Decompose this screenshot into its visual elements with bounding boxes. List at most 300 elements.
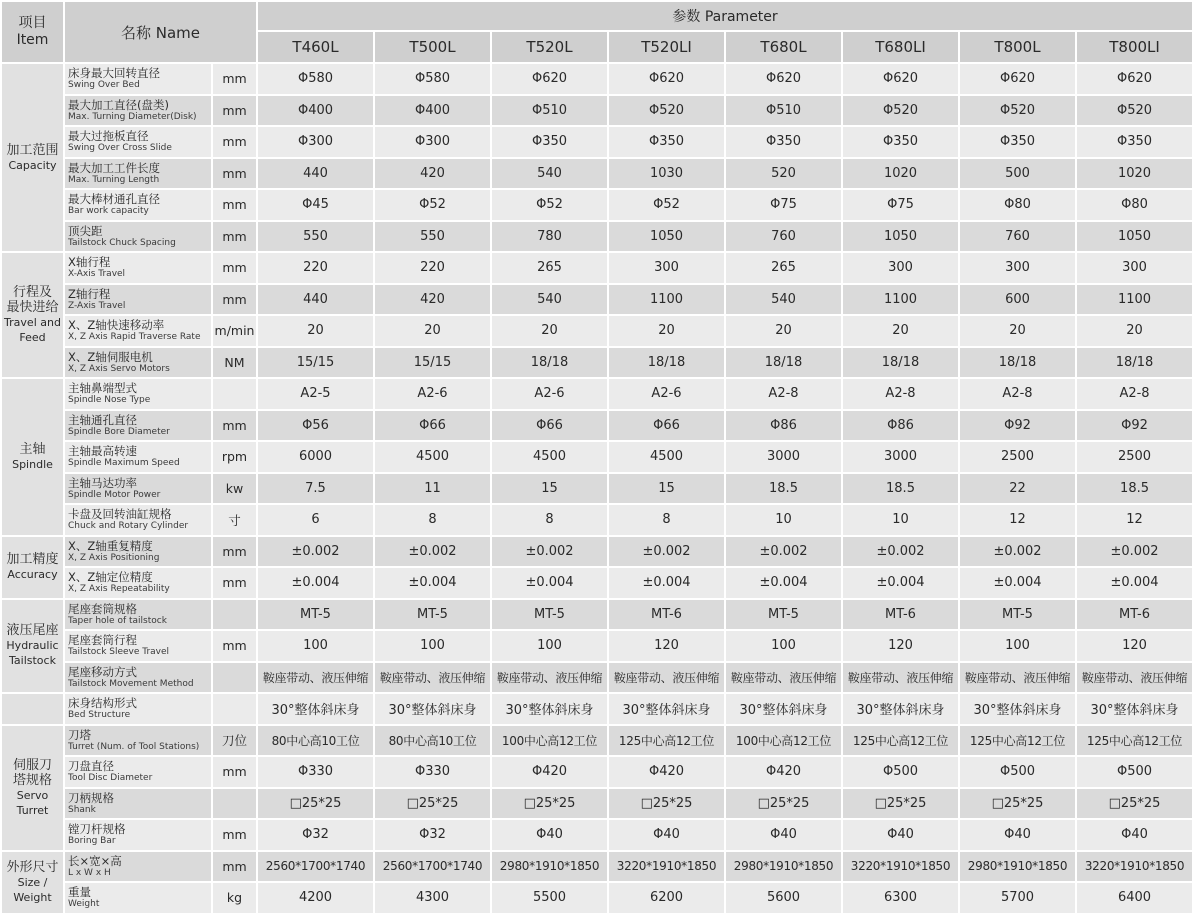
spec-value: 100中心高12工位	[491, 725, 608, 757]
spec-name	[64, 441, 212, 473]
spec-unit: mm	[212, 221, 257, 253]
spec-value: 1020	[842, 158, 959, 190]
spec-row	[1, 756, 1192, 788]
spec-name	[64, 662, 212, 694]
spec-value: 760	[959, 221, 1076, 253]
spec-value: Φ350	[1076, 126, 1192, 158]
spec-name-en: Turret (Num. of Tool Stations)	[68, 741, 200, 752]
spec-value: MT-6	[1076, 599, 1192, 631]
spec-value: Φ52	[608, 189, 725, 221]
spec-value: 20	[1076, 315, 1192, 347]
spec-value: 550	[257, 221, 374, 253]
spec-name	[64, 504, 212, 536]
spec-row	[1, 567, 1192, 599]
spec-value: □25*25	[257, 788, 374, 820]
spec-value: 100	[491, 630, 608, 662]
spec-name-en: Spindle Nose Type	[68, 395, 151, 406]
spec-value: ±0.002	[1076, 536, 1192, 568]
spec-value: Φ330	[374, 756, 491, 788]
spec-name-cn: Z轴行程	[68, 286, 111, 301]
spec-name-cn: 尾座套筒规格	[68, 601, 137, 616]
spec-name-en: X-Axis Travel	[68, 269, 126, 280]
spec-value: 420	[374, 284, 491, 316]
spec-value: 20	[725, 315, 842, 347]
spec-value: 15	[608, 473, 725, 505]
spec-value: Φ420	[491, 756, 608, 788]
header-item	[1, 1, 64, 63]
spec-row	[1, 95, 1192, 127]
spec-name-cn: X轴行程	[68, 255, 111, 270]
spec-name	[64, 126, 212, 158]
spec-name-cn: 卡盘及回转油缸规格	[68, 507, 172, 522]
spec-value: 100	[725, 630, 842, 662]
spec-value: Φ56	[257, 410, 374, 442]
spec-value: 15	[491, 473, 608, 505]
spec-name-en: X, Z Axis Repeatability	[68, 584, 170, 595]
spec-name-en: X, Z Axis Rapid Traverse Rate	[68, 332, 201, 343]
spec-value: 18.5	[1076, 473, 1192, 505]
spec-unit: kw	[212, 473, 257, 505]
section-label-cn: 液压尾座	[6, 623, 59, 639]
spec-name-en: L x W x H	[68, 867, 111, 878]
spec-value: MT-5	[491, 599, 608, 631]
spec-value: A2-6	[608, 378, 725, 410]
spec-value: Φ620	[608, 63, 725, 95]
spec-unit	[212, 788, 257, 820]
section-label-en: Size / Weight	[13, 875, 52, 904]
spec-value: 12	[1076, 504, 1192, 536]
spec-value: Φ40	[959, 819, 1076, 851]
spec-value: 20	[491, 315, 608, 347]
spec-unit: mm	[212, 158, 257, 190]
spec-value: 100	[374, 630, 491, 662]
spec-value: 15/15	[374, 347, 491, 379]
spec-unit: mm	[212, 756, 257, 788]
spec-value: Φ420	[608, 756, 725, 788]
spec-value: 18/18	[1076, 347, 1192, 379]
spec-value: 鞍座带动、液压伸缩	[725, 662, 842, 694]
spec-name	[64, 378, 212, 410]
spec-name-en: Weight	[68, 899, 100, 910]
spec-value: 1100	[1076, 284, 1192, 316]
section-label	[1, 252, 64, 378]
spec-value: MT-5	[374, 599, 491, 631]
spec-value: 30°整体斜床身	[257, 693, 374, 725]
section-label-en: Accuracy	[7, 568, 58, 581]
spec-unit: m/min	[212, 315, 257, 347]
spec-name	[64, 851, 212, 883]
spec-value: 550	[374, 221, 491, 253]
spec-name	[64, 252, 212, 284]
spec-row	[1, 284, 1192, 316]
spec-unit: mm	[212, 567, 257, 599]
spec-row	[1, 693, 1192, 725]
spec-name	[64, 347, 212, 379]
section-label-cn: 外形尺寸	[6, 859, 59, 875]
spec-value: 11	[374, 473, 491, 505]
spec-value: Φ500	[1076, 756, 1192, 788]
spec-value: 6300	[842, 882, 959, 914]
spec-value: 420	[374, 158, 491, 190]
spec-value: 5700	[959, 882, 1076, 914]
spec-name-cn: 长×宽×高	[68, 853, 122, 868]
spec-value: Φ32	[257, 819, 374, 851]
spec-value: Φ75	[842, 189, 959, 221]
spec-value: ±0.002	[257, 536, 374, 568]
spec-name-cn: 主轴最高转速	[68, 444, 137, 459]
header-name: 名称 Name	[64, 1, 257, 63]
spec-value: 265	[491, 252, 608, 284]
spec-value: MT-6	[608, 599, 725, 631]
spec-row	[1, 851, 1192, 883]
spec-unit: mm	[212, 252, 257, 284]
spec-value: 125中心高12工位	[1076, 725, 1192, 757]
spec-unit: 刀位	[212, 725, 257, 757]
spec-row	[1, 536, 1192, 568]
spec-value: Φ420	[725, 756, 842, 788]
spec-value: 1050	[608, 221, 725, 253]
spec-value: Φ40	[608, 819, 725, 851]
spec-value: Φ620	[491, 63, 608, 95]
spec-value: Φ620	[1076, 63, 1192, 95]
spec-value: Φ510	[491, 95, 608, 127]
spec-value: Φ80	[959, 189, 1076, 221]
spec-value: 2980*1910*1850	[491, 851, 608, 883]
spec-value: 120	[842, 630, 959, 662]
spec-value: 780	[491, 221, 608, 253]
spec-value: MT-5	[959, 599, 1076, 631]
spec-unit: mm	[212, 284, 257, 316]
spec-value: 鞍座带动、液压伸缩	[608, 662, 725, 694]
spec-value: 18/18	[491, 347, 608, 379]
spec-value: 520	[725, 158, 842, 190]
spec-name	[64, 158, 212, 190]
spec-value: □25*25	[1076, 788, 1192, 820]
spec-row	[1, 504, 1192, 536]
spec-value: ±0.002	[374, 536, 491, 568]
spec-value: Φ520	[959, 95, 1076, 127]
spec-value: 8	[491, 504, 608, 536]
spec-value: 300	[842, 252, 959, 284]
spec-value: Φ52	[374, 189, 491, 221]
spec-row	[1, 315, 1192, 347]
spec-value: Φ40	[1076, 819, 1192, 851]
spec-name-en: Spindle Bore Diameter	[68, 426, 170, 437]
spec-value: 18.5	[842, 473, 959, 505]
spec-value: 8	[374, 504, 491, 536]
spec-value: 20	[257, 315, 374, 347]
spec-name-cn: 镗刀杆规格	[68, 822, 126, 837]
spec-name	[64, 189, 212, 221]
spec-value: ±0.002	[725, 536, 842, 568]
model-header: T800L	[959, 31, 1076, 63]
spec-value: ±0.004	[725, 567, 842, 599]
spec-name	[64, 473, 212, 505]
spec-value: Φ620	[725, 63, 842, 95]
spec-value: 10	[725, 504, 842, 536]
spec-value: Φ520	[1076, 95, 1192, 127]
spec-value: 18/18	[725, 347, 842, 379]
spec-value: Φ520	[608, 95, 725, 127]
spec-row	[1, 221, 1192, 253]
section-label-en: Capacity	[8, 158, 57, 172]
spec-row	[1, 126, 1192, 158]
section-label	[1, 693, 64, 725]
spec-value: 540	[725, 284, 842, 316]
spec-value: 5500	[491, 882, 608, 914]
spec-row	[1, 410, 1192, 442]
spec-value: Φ400	[374, 95, 491, 127]
spec-name-cn: 最大加工工件长度	[68, 160, 160, 175]
spec-name-cn: 尾座套筒行程	[68, 633, 137, 648]
section-label	[1, 63, 64, 252]
spec-name	[64, 819, 212, 851]
spec-name	[64, 221, 212, 253]
spec-value: Φ300	[374, 126, 491, 158]
spec-value: 1100	[842, 284, 959, 316]
spec-value: ±0.002	[608, 536, 725, 568]
spec-name-en: Spindle Motor Power	[68, 489, 161, 500]
spec-unit: 寸	[212, 504, 257, 536]
spec-value: 20	[842, 315, 959, 347]
spec-value: 鞍座带动、液压伸缩	[257, 662, 374, 694]
spec-row	[1, 473, 1192, 505]
spec-name-cn: X、Z轴快速移动率	[68, 318, 165, 333]
spec-row	[1, 441, 1192, 473]
spec-name-cn: 刀柄规格	[68, 790, 114, 805]
spec-name-cn: 最大过拖板直径	[68, 129, 149, 144]
section-label-en: Servo Turret	[16, 788, 49, 817]
spec-value: □25*25	[608, 788, 725, 820]
spec-name-en: Max. Turning Length	[68, 174, 160, 185]
spec-row	[1, 378, 1192, 410]
spec-value: 220	[374, 252, 491, 284]
spec-value: 100	[257, 630, 374, 662]
spec-name-cn: 主轴通孔直径	[68, 412, 137, 427]
spec-value: ±0.002	[959, 536, 1076, 568]
spec-name-en: Tailstock Chuck Spacing	[68, 237, 176, 248]
model-header: T520LI	[608, 31, 725, 63]
spec-value: 鞍座带动、液压伸缩	[374, 662, 491, 694]
spec-value: ±0.002	[491, 536, 608, 568]
spec-value: 3000	[842, 441, 959, 473]
spec-row	[1, 819, 1192, 851]
spec-value: 20	[608, 315, 725, 347]
spec-value: ±0.004	[608, 567, 725, 599]
spec-name-cn: 主轴鼻端型式	[68, 381, 137, 396]
spec-row	[1, 662, 1192, 694]
spec-value: 540	[491, 284, 608, 316]
spec-value: A2-5	[257, 378, 374, 410]
spec-value: 30°整体斜床身	[842, 693, 959, 725]
spec-name-cn: 顶尖距	[68, 223, 103, 238]
spec-name-en: Taper hole of tailstock	[68, 615, 167, 626]
spec-value: Φ40	[491, 819, 608, 851]
section-label-cn: 主轴	[19, 441, 46, 457]
spec-name	[64, 410, 212, 442]
spec-name-cn: X、Z轴伺服电机	[68, 349, 153, 364]
spec-value: 300	[1076, 252, 1192, 284]
spec-value: MT-5	[257, 599, 374, 631]
model-header: T680L	[725, 31, 842, 63]
spec-value: 30°整体斜床身	[1076, 693, 1192, 725]
spec-value: 10	[842, 504, 959, 536]
spec-name-cn: 主轴马达功率	[68, 475, 137, 490]
spec-name-cn: 刀盘直径	[68, 759, 114, 774]
spec-name	[64, 882, 212, 914]
spec-value: 125中心高12工位	[608, 725, 725, 757]
spec-name	[64, 95, 212, 127]
spec-value: 30°整体斜床身	[725, 693, 842, 725]
spec-value: Φ500	[842, 756, 959, 788]
spec-value: 1100	[608, 284, 725, 316]
spec-name-en: Tool Disc Diameter	[68, 773, 153, 784]
spec-row	[1, 788, 1192, 820]
spec-value: 440	[257, 158, 374, 190]
spec-value: 265	[725, 252, 842, 284]
spec-row	[1, 189, 1192, 221]
spec-unit	[212, 662, 257, 694]
spec-name	[64, 756, 212, 788]
spec-value: ±0.004	[959, 567, 1076, 599]
spec-name-cn: 尾座移动方式	[68, 664, 137, 679]
spec-value: 2980*1910*1850	[959, 851, 1076, 883]
section-label-en: Hydraulic Tailstock	[6, 639, 59, 668]
spec-name	[64, 567, 212, 599]
spec-value: A2-6	[374, 378, 491, 410]
spec-value: A2-8	[725, 378, 842, 410]
spec-unit: NM	[212, 347, 257, 379]
spec-value: 120	[1076, 630, 1192, 662]
spec-value: ±0.004	[842, 567, 959, 599]
spec-value: 18/18	[959, 347, 1076, 379]
spec-name-en: Tailstock Sleeve Travel	[68, 647, 170, 658]
model-header: T500L	[374, 31, 491, 63]
spec-value: Φ40	[725, 819, 842, 851]
header-item-cn: 项目	[18, 15, 47, 31]
spec-value: ±0.004	[374, 567, 491, 599]
spec-value: 1050	[842, 221, 959, 253]
spec-name-cn: 刀塔	[68, 727, 91, 742]
spec-value: 4500	[608, 441, 725, 473]
spec-value: 1050	[1076, 221, 1192, 253]
spec-value: 600	[959, 284, 1076, 316]
spec-value: Φ350	[842, 126, 959, 158]
spec-value: 440	[257, 284, 374, 316]
spec-value: □25*25	[725, 788, 842, 820]
spec-row	[1, 725, 1192, 757]
header-item-en: Item	[16, 32, 49, 48]
spec-value: Φ40	[842, 819, 959, 851]
spec-value: 7.5	[257, 473, 374, 505]
spec-value: 80中心高10工位	[374, 725, 491, 757]
spec-unit	[212, 599, 257, 631]
spec-value: 8	[608, 504, 725, 536]
spec-name	[64, 693, 212, 725]
spec-value: A2-8	[1076, 378, 1192, 410]
spec-value: 鞍座带动、液压伸缩	[842, 662, 959, 694]
spec-value: 30°整体斜床身	[608, 693, 725, 725]
spec-unit: rpm	[212, 441, 257, 473]
spec-value: 6400	[1076, 882, 1192, 914]
spec-row	[1, 347, 1192, 379]
spec-value: 鞍座带动、液压伸缩	[491, 662, 608, 694]
spec-value: 4300	[374, 882, 491, 914]
spec-value: Φ66	[608, 410, 725, 442]
spec-value: Φ80	[1076, 189, 1192, 221]
spec-name	[64, 63, 212, 95]
spec-value: 6200	[608, 882, 725, 914]
spec-row	[1, 63, 1192, 95]
spec-value: A2-6	[491, 378, 608, 410]
spec-value: 2500	[959, 441, 1076, 473]
spec-value: Φ45	[257, 189, 374, 221]
spec-value: A2-8	[842, 378, 959, 410]
spec-name-cn: X、Z轴重复精度	[68, 538, 153, 553]
spec-value: 12	[959, 504, 1076, 536]
spec-unit: mm	[212, 126, 257, 158]
spec-value: 220	[257, 252, 374, 284]
spec-value: 300	[959, 252, 1076, 284]
spec-row	[1, 599, 1192, 631]
spec-name-en: Swing Over Bed	[68, 80, 140, 91]
spec-name	[64, 788, 212, 820]
spec-value: ±0.004	[1076, 567, 1192, 599]
spec-unit	[212, 378, 257, 410]
spec-value: 2560*1700*1740	[374, 851, 491, 883]
spec-value: □25*25	[491, 788, 608, 820]
spec-value: 2980*1910*1850	[725, 851, 842, 883]
spec-value: Φ350	[491, 126, 608, 158]
section-label	[1, 851, 64, 914]
spec-value: 30°整体斜床身	[374, 693, 491, 725]
spec-value: ±0.004	[257, 567, 374, 599]
spec-value: Φ52	[491, 189, 608, 221]
spec-name-cn: 床身最大回转直径	[68, 66, 160, 81]
spec-value: Φ350	[608, 126, 725, 158]
spec-value: □25*25	[842, 788, 959, 820]
spec-value: 125中心高12工位	[842, 725, 959, 757]
spec-value: ±0.002	[842, 536, 959, 568]
spec-value: Φ580	[374, 63, 491, 95]
spec-value: Φ620	[959, 63, 1076, 95]
section-label-en: Spindle	[12, 457, 53, 471]
spec-value: 1020	[1076, 158, 1192, 190]
spec-name	[64, 536, 212, 568]
spec-row	[1, 158, 1192, 190]
spec-name-en: Z-Axis Travel	[68, 300, 126, 311]
spec-value: 4500	[491, 441, 608, 473]
spec-row	[1, 882, 1192, 914]
spec-row	[1, 630, 1192, 662]
spec-name-en: Boring Bar	[68, 836, 116, 847]
spec-value: Φ620	[842, 63, 959, 95]
spec-value: Φ350	[725, 126, 842, 158]
header-parameter: 参数 Parameter	[257, 1, 1192, 31]
spec-value: 18/18	[608, 347, 725, 379]
spec-row	[1, 252, 1192, 284]
spec-value: MT-6	[842, 599, 959, 631]
spec-value: □25*25	[959, 788, 1076, 820]
spec-value: 760	[725, 221, 842, 253]
spec-value: Φ330	[257, 756, 374, 788]
spec-value: 80中心高10工位	[257, 725, 374, 757]
spec-name	[64, 284, 212, 316]
spec-unit: mm	[212, 189, 257, 221]
spec-name-en: X, Z Axis Servo Motors	[68, 363, 170, 374]
spec-unit: mm	[212, 630, 257, 662]
spec-name	[64, 599, 212, 631]
